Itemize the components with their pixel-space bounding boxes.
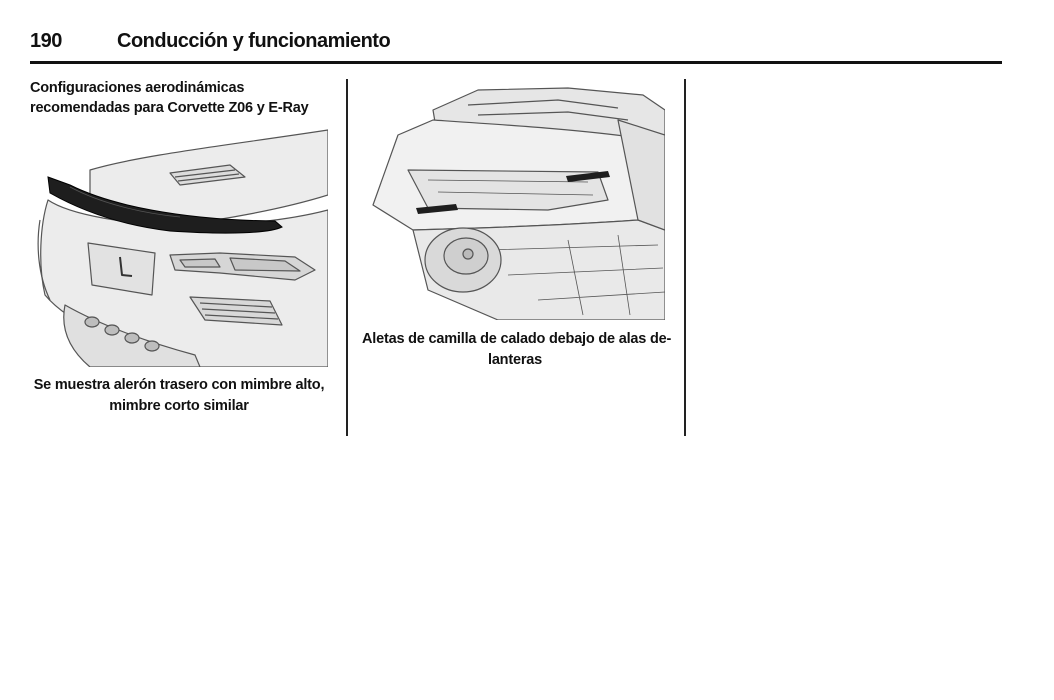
page-header [30, 30, 1002, 64]
header-rule [30, 61, 1002, 64]
figure-caption-line: Aletas de camilla de calado debajo de alas de- [362, 331, 672, 347]
section-heading [30, 78, 340, 118]
figure-caption-line: mimbre corto similar [109, 398, 249, 414]
rear-spoiler-figure [30, 125, 328, 367]
rear-spoiler-illustration [30, 125, 328, 367]
chapter-title: Conducción y funcionamiento [117, 30, 391, 52]
underbody-fins-figure [368, 80, 665, 320]
figure-caption [362, 329, 672, 371]
section-heading-line: Configuraciones aerodinámicas [30, 80, 245, 96]
figure-caption-line: Se muestra alerón trasero con mimbre alto, [33, 377, 325, 393]
column-divider [684, 79, 686, 436]
figure-caption [30, 375, 328, 417]
section-heading-line: recomendadas para Corvette Z06 y E-Ray [30, 100, 309, 116]
page-number: 190 [30, 30, 62, 52]
front-underbody-fins-illustration [368, 80, 665, 320]
column-divider [346, 79, 348, 436]
figure-caption-line: lanteras [487, 352, 542, 368]
